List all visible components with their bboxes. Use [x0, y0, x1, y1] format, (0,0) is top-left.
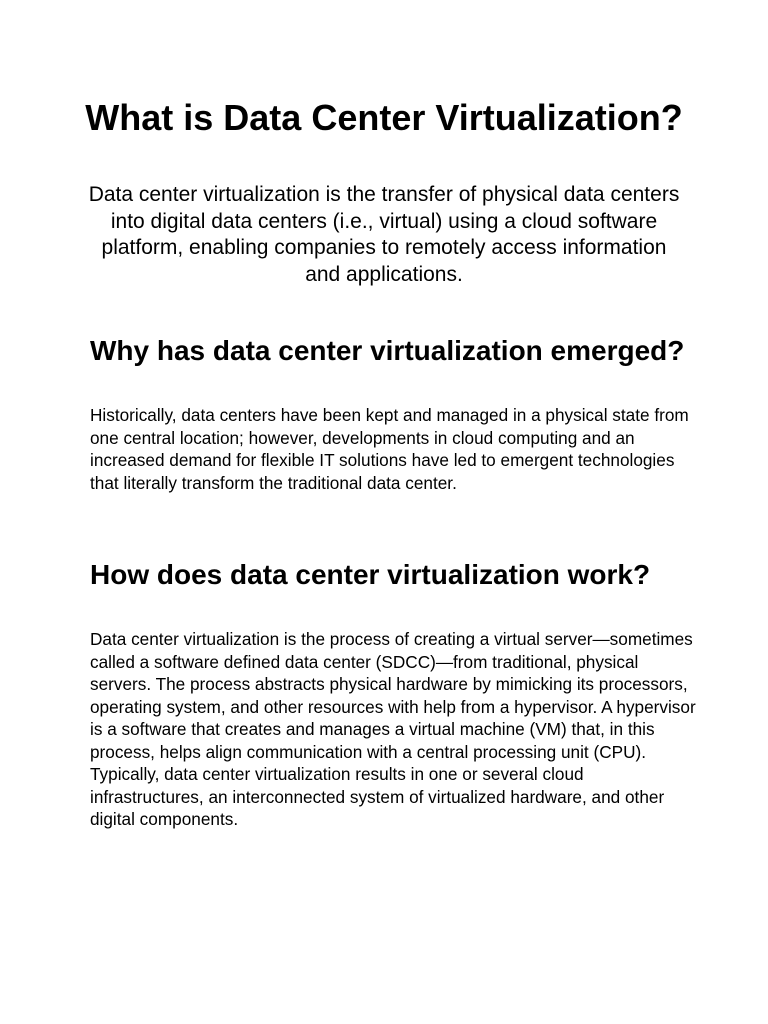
- section-heading-why: Why has data center virtualization emerged?: [90, 335, 685, 366]
- section-body-how: Data center virtualization is the process of creating a virtual server—sometimes called a software defined data center (SDCC)—from traditional, physical servers. The process abstracts physical hardware by mimicking its processors, operating system, and other resources with help from a hypervisor. A hypervisor is a software that creates and manages a virtual machine (VM) that, in this process, helps align communication with a central processing unit (CPU). Typically, data center virtualization results in one or several cloud infrastructures, an interconnected system of virtualized hardware, and other digital components.: [90, 629, 696, 829]
- section-heading-how: How does data center virtualization work?: [90, 559, 651, 590]
- page-title: What is Data Center Virtualization?: [85, 97, 683, 138]
- intro-paragraph: Data center virtualization is the transfer of physical data centers into digital data centers (i.e., virtual) using a cloud software platform, enabling companies to remotely access information and applications.: [88, 183, 680, 286]
- section-body-why: Historically, data centers have been kept and managed in a physical state from one central location; however, developments in cloud computing and an increased demand for flexible IT solutions have led to emergent technologies that literally transform the traditional data center.: [90, 405, 689, 493]
